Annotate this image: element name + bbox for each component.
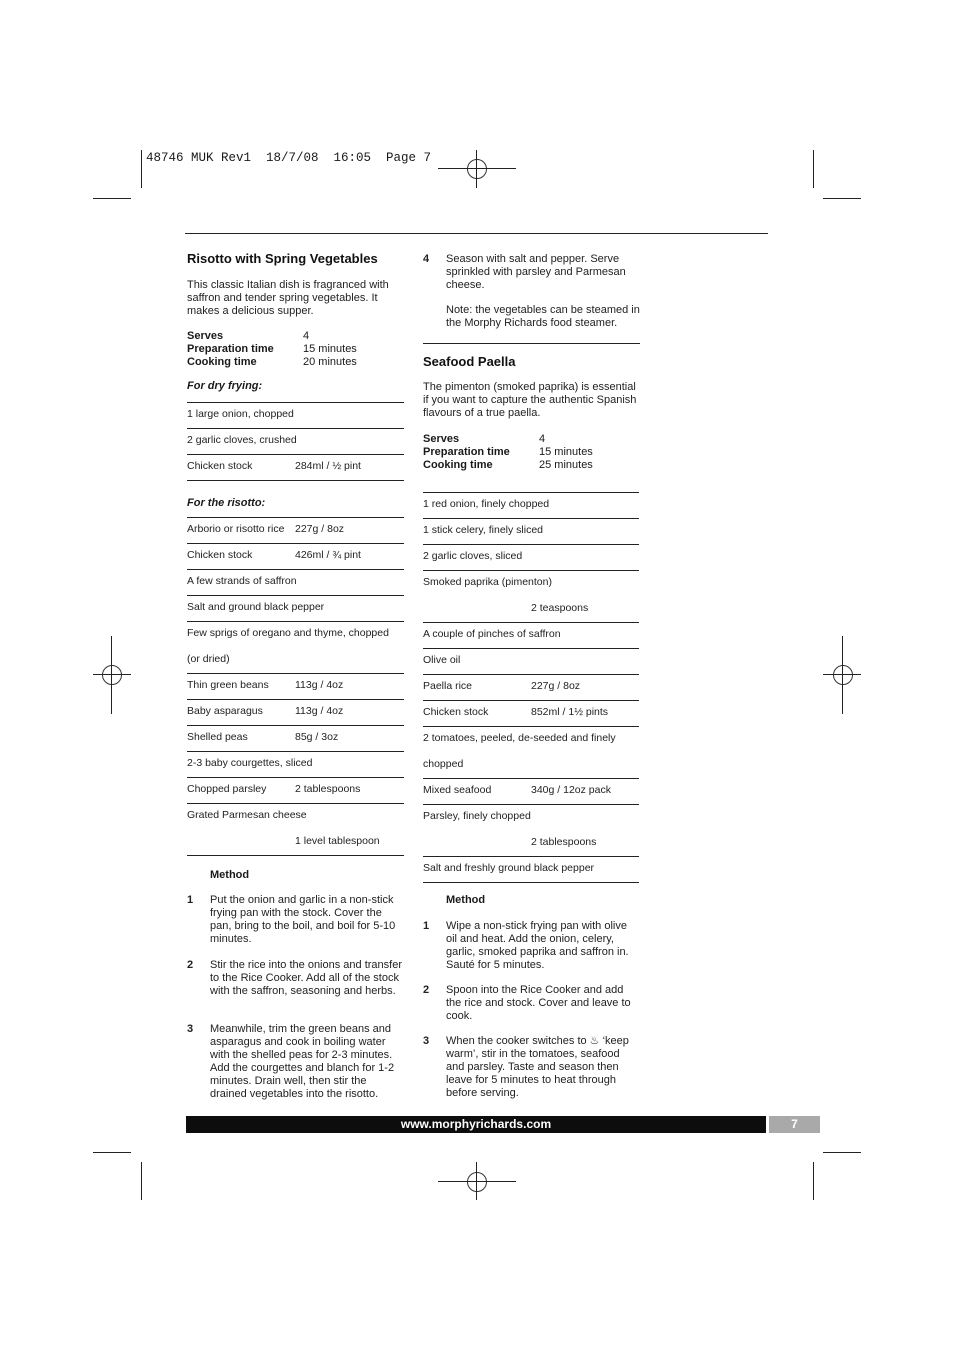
risotto-ingredients <box>187 517 404 856</box>
paella-step: 1 Wipe a non-stick frying pan with olive oil and heat. Add the onion, celery, garlic, smoked paprika and saffron in. Sauté for 5 minutes. <box>423 920 629 971</box>
risotto-step-4: 4 Season with salt and pepper. Serve sprinkled with parsley and Parmesan cheese. <box>423 253 626 291</box>
list-item: Olive oil <box>423 649 639 675</box>
paella-step: 2 Spoon into the Rice Cooker and add the rice and stock. Cover and leave to cook. <box>423 984 631 1022</box>
list-item: 1 large onion, chopped <box>187 403 404 429</box>
paella-method-title: Method <box>446 894 486 906</box>
list-item: Salt and ground black pepper <box>187 596 404 622</box>
list-item: Chicken stock 284ml / ½ pint <box>187 455 404 481</box>
list-item: Chicken stock 426ml / ¾ pint <box>187 544 404 570</box>
risotto-step: 3 Meanwhile, trim the green beans and asparagus and cook in boiling water with the shelled peas for 2-3 minutes. Add the courgettes and blanch for 1-2 minutes. Drain well, then stir the drained vegetables into the risotto. <box>187 1023 395 1100</box>
crop-mark <box>93 1152 131 1153</box>
list-item: Few sprigs of oregano and thyme, chopped <box>187 627 389 639</box>
risotto-intro: This classic Italian dish is fragranced with saffron and tender spring vegetables. It makes a delicious supper. <box>187 279 389 317</box>
list-item: 2 tomatoes, peeled, de-seeded and finely <box>423 732 616 744</box>
list-item: 2 garlic cloves, crushed <box>187 429 404 455</box>
crop-mark <box>141 150 142 188</box>
crop-mark <box>141 1162 142 1200</box>
print-slug: 48746 MUK Rev1 18/7/08 16:05 Page 7 <box>146 151 432 165</box>
crop-mark <box>813 1162 814 1200</box>
list-item: Smoked paprika (pimenton) <box>423 576 552 588</box>
list-item: Parsley, finely chopped <box>423 810 531 822</box>
list-item: 1 red onion, finely chopped <box>423 493 639 519</box>
crop-mark <box>823 1152 861 1153</box>
risotto-meta: Serves 4 Preparation time 15 minutes Cooking time 20 minutes <box>187 330 357 368</box>
paella-ingredients <box>423 492 639 883</box>
website-link[interactable]: www.morphyrichards.com <box>186 1116 766 1133</box>
risotto-label: For the risotto: <box>187 497 266 509</box>
risotto-step: 1 Put the onion and garlic in a non-stick frying pan with the stock. Cover the pan, bring to the boil, and boil for 5-10 minutes. <box>187 894 396 945</box>
list-item: 2 teaspoons <box>423 597 639 623</box>
list-item: 2-3 baby courgettes, sliced <box>187 752 404 778</box>
list-item: 1 stick celery, finely sliced <box>423 519 639 545</box>
risotto-method-title: Method <box>210 869 250 881</box>
list-item: Thin green beans 113g / 4oz <box>187 674 404 700</box>
paella-meta: Serves 4 Preparation time 15 minutes Cooking time 25 minutes <box>423 433 593 471</box>
list-item: Grated Parmesan cheese <box>187 809 307 821</box>
section-divider <box>423 343 640 344</box>
list-item: Mixed seafood 340g / 12oz pack <box>423 779 639 805</box>
list-item: chopped <box>423 753 639 779</box>
risotto-title: Risotto with Spring Vegetables <box>187 251 378 266</box>
page-number: 7 <box>769 1116 820 1133</box>
list-item: Chopped parsley 2 tablespoons <box>187 778 404 804</box>
top-rule <box>185 233 768 234</box>
list-item: Chicken stock 852ml / 1½ pints <box>423 701 639 727</box>
risotto-step: 2 Stir the rice into the onions and transfer to the Rice Cooker. Add all of the stock with the saffron, seasoning and herbs. <box>187 959 402 997</box>
steamer-note: Note: the vegetables can be steamed in the Morphy Richards food steamer. <box>446 304 640 329</box>
list-item: Arborio or risotto rice 227g / 8oz <box>187 518 404 544</box>
paella-step: 3 When the cooker switches to ♨ ‘keep warm’, stir in the tomatoes, seafood and parsley. Taste and season then leave for 5 minutes to heat through before serving. <box>423 1035 629 1099</box>
dry-frying-list <box>187 402 404 481</box>
list-item: 2 garlic cloves, sliced <box>423 545 639 571</box>
list-item: 1 level tablespoon <box>187 830 404 856</box>
list-item: 2 tablespoons <box>423 831 639 857</box>
list-item: Shelled peas 85g / 3oz <box>187 726 404 752</box>
list-item: A couple of pinches of saffron <box>423 623 639 649</box>
list-item: Paella rice 227g / 8oz <box>423 675 639 701</box>
list-item: A few strands of saffron <box>187 570 404 596</box>
list-item: Salt and freshly ground black pepper <box>423 857 639 883</box>
paella-title: Seafood Paella <box>423 354 516 369</box>
crop-mark <box>813 150 814 188</box>
dry-frying-label: For dry frying: <box>187 380 263 392</box>
crop-mark <box>823 198 861 199</box>
paella-intro: The pimenton (smoked paprika) is essential if you want to capture the authentic Spanish flavours of a true paella. <box>423 381 637 419</box>
list-item: Baby asparagus 113g / 4oz <box>187 700 404 726</box>
list-item: (or dried) <box>187 648 404 674</box>
crop-mark <box>93 198 131 199</box>
